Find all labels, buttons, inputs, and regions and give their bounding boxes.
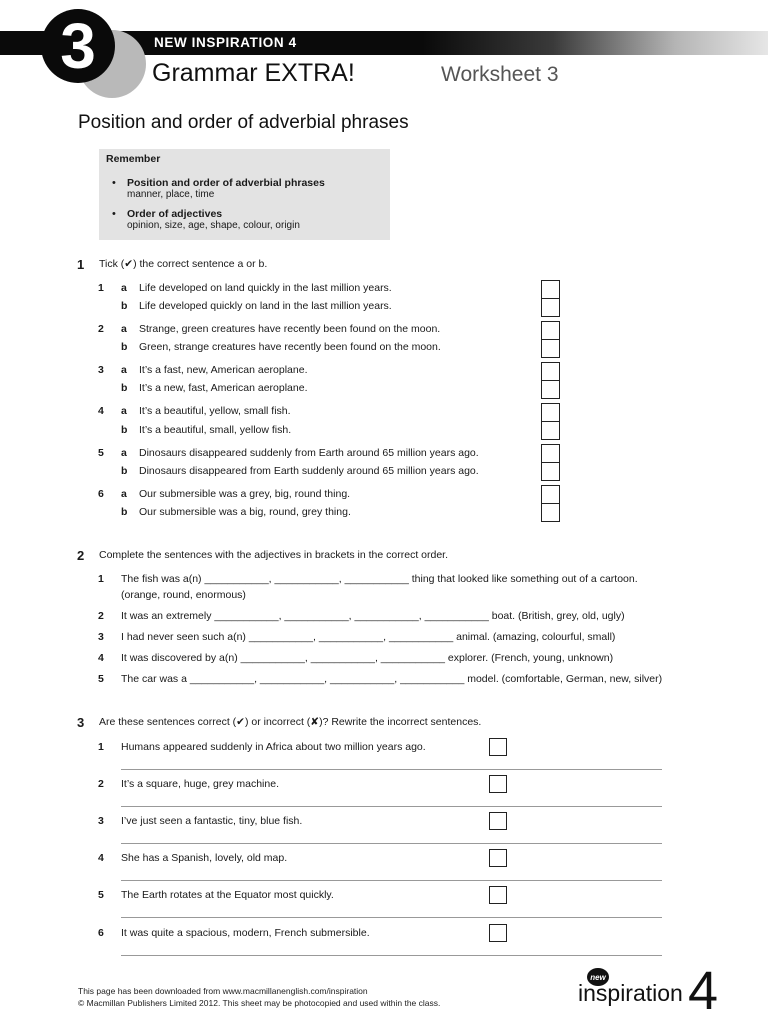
answer-box[interactable] [489,738,507,756]
option-letter-a: a [121,323,127,335]
exercise-1-instruction: Tick (✔) the correct sentence a or b. [99,258,268,270]
question-number: 2 [98,778,104,790]
option-letter-b: b [121,506,128,518]
question-number: 4 [98,652,104,664]
question-number: 5 [98,673,104,685]
option-b-text: Our submersible was a big, round, grey thing. [139,506,351,518]
unit-number-badge [41,9,115,83]
answer-line[interactable] [121,806,662,807]
question-text: It’s a square, huge, grey machine. [121,778,279,790]
answer-box[interactable] [489,812,507,830]
logo-number: 4 [688,961,719,1021]
tick-box-a[interactable] [541,444,560,463]
footer [78,985,440,1009]
option-b-text: Green, strange creatures have recently been found on the moon. [139,341,441,353]
option-letter-a: a [121,282,127,294]
question-number: 4 [98,852,104,864]
bullet-icon: • [112,208,116,220]
footer-copyright: © Macmillan Publishers Limited 2012. This sheet may be photocopied and used within the class. [78,998,441,1008]
worksheet-subtitle: Worksheet 3 [441,63,559,86]
option-letter-b: b [121,465,128,477]
unit-number: 3 [60,10,96,82]
question-number: 6 [98,927,104,939]
remember-item [106,177,383,201]
option-b-text: It’s a new, fast, American aeroplane. [139,382,308,394]
answer-line[interactable] [121,880,662,881]
remember-item-heading: Position and order of adverbial phrases [127,177,325,189]
remember-item [106,208,383,232]
question-text: It was discovered by a(n) ___________, ___________, ___________ explorer. (French, young, unknown) [121,652,614,664]
answer-box[interactable] [489,924,507,942]
question-text: I had never seen such a(n) ___________, ___________, ___________ animal. (amazing, colourful, small) [121,631,616,643]
question-text: The Earth rotates at the Equator most quickly. [121,889,334,901]
tick-box-a[interactable] [541,362,560,381]
exercise-3-number: 3 [77,715,85,730]
question-number: 1 [98,741,104,753]
option-letter-a: a [121,405,127,417]
tick-box-a[interactable] [541,321,560,340]
option-a-text: Life developed on land quickly in the last million years. [139,282,392,294]
answer-box[interactable] [489,849,507,867]
exercise-2-instruction: Complete the sentences with the adjectives in brackets in the correct order. [99,549,449,561]
question-number: 3 [98,631,104,643]
remember-item-detail: manner, place, time [127,189,215,200]
question-text-continued: (orange, round, enormous) [121,589,246,601]
answer-line[interactable] [121,769,662,770]
question-number: 4 [98,405,104,417]
option-a-text: It’s a fast, new, American aeroplane. [139,364,308,376]
option-b-text: It’s a beautiful, small, yellow fish. [139,424,292,436]
question-number: 3 [98,815,104,827]
remember-list [106,177,383,232]
option-letter-b: b [121,300,128,312]
answer-line[interactable] [121,955,662,956]
option-a-text: Strange, green creatures have recently been found on the moon. [139,323,441,335]
question-text: The fish was a(n) ___________, ___________, ___________ thing that looked like something out of a cartoon. [121,573,638,585]
question-text: I’ve just seen a fantastic, tiny, blue fish. [121,815,303,827]
option-letter-a: a [121,488,127,500]
answer-line[interactable] [121,917,662,918]
question-number: 2 [98,323,104,335]
question-number: 5 [98,889,104,901]
tick-box-b[interactable] [541,462,560,481]
question-number: 6 [98,488,104,500]
inspiration-logo [578,961,728,1021]
tick-box-a[interactable] [541,280,560,299]
question-number: 1 [98,282,104,294]
tick-box-b[interactable] [541,503,560,522]
question-text: It was quite a spacious, modern, French submersible. [121,927,370,939]
question-text: It was an extremely ___________, ___________, ___________, ___________ boat. (British, grey, old, ugly) [121,610,625,622]
footer-download-note: This page has been downloaded from www.macmillanenglish.com/inspiration [78,986,368,996]
tick-box-a[interactable] [541,403,560,422]
bullet-icon: • [112,177,116,189]
answer-line[interactable] [121,843,662,844]
tick-box-b[interactable] [541,380,560,399]
worksheet-title: Grammar EXTRA! [152,59,355,87]
new-badge-icon: new [587,968,609,986]
tick-box-b[interactable] [541,298,560,317]
question-text: Humans appeared suddenly in Africa about two million years ago. [121,741,426,753]
option-a-text: Dinosaurs disappeared suddenly from Earth around 65 million years ago. [139,447,479,459]
answer-box[interactable] [489,775,507,793]
option-letter-b: b [121,382,128,394]
remember-box [99,149,390,240]
option-b-text: Life developed quickly on land in the last million years. [139,300,392,312]
series-name: NEW INSPIRATION 4 [154,35,297,50]
question-number: 2 [98,610,104,622]
question-number: 1 [98,573,104,585]
exercise-2-number: 2 [77,548,85,563]
option-letter-a: a [121,364,127,376]
question-text: She has a Spanish, lovely, old map. [121,852,288,864]
tick-box-a[interactable] [541,485,560,504]
remember-item-detail: opinion, size, age, shape, colour, origin [127,220,300,231]
option-letter-b: b [121,341,128,353]
option-letter-a: a [121,447,127,459]
question-number: 3 [98,364,104,376]
tick-box-b[interactable] [541,421,560,440]
logo-word: inspiration [578,980,683,1006]
remember-item-heading: Order of adjectives [127,208,223,220]
remember-title: Remember [106,153,161,165]
exercise-1-number: 1 [77,257,85,272]
option-letter-b: b [121,424,128,436]
question-number: 5 [98,447,104,459]
option-a-text: It’s a beautiful, yellow, small fish. [139,405,291,417]
section-heading: Position and order of adverbial phrases [78,112,409,133]
question-text: The car was a ___________, ___________, ___________, ___________ model. (comfortable, German, new, silver) [121,673,663,685]
tick-box-b[interactable] [541,339,560,358]
exercise-3-instruction: Are these sentences correct (✔) or incorrect (✘)? Rewrite the incorrect sentences. [99,716,482,728]
answer-box[interactable] [489,886,507,904]
option-b-text: Dinosaurs disappeared from Earth suddenly around 65 million years ago. [139,465,479,477]
option-a-text: Our submersible was a grey, big, round thing. [139,488,351,500]
